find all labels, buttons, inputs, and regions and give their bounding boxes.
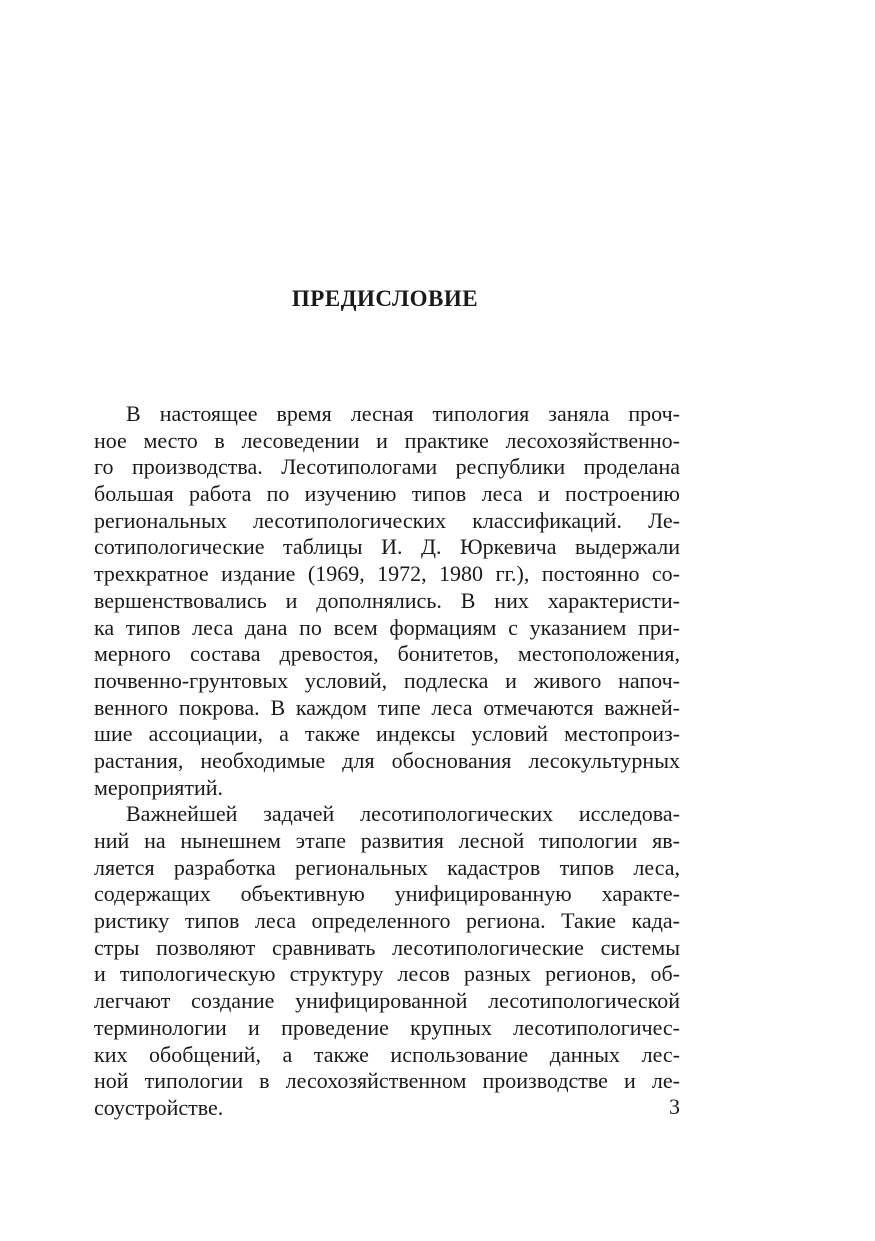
paragraph-2 <box>94 801 680 1121</box>
text-line: ний на нынешнем этапе развития лесной типологии яв- <box>94 828 680 853</box>
text-line: соустройстве. <box>94 1094 224 1120</box>
text-line: В настоящее время лесная типология заняла проч- <box>126 401 680 426</box>
text-line: легчают создание унифицированной лесотипологической <box>94 988 680 1014</box>
body-text <box>94 401 680 1122</box>
text-line: растания, необходимые для обоснования лесокультурных <box>94 747 680 773</box>
text-line: большая работа по изучению типов леса и построению <box>94 481 680 507</box>
paragraph-1 <box>94 401 680 801</box>
text-line: почвенно-грунтовых условий, подлеска и живого напоч- <box>94 667 680 693</box>
text-line: мерного состава древостоя, бонитетов, местоположения, <box>94 641 680 667</box>
page-number: 3 <box>669 1094 680 1119</box>
text-line: ристику типов леса определенного региона. Такие када- <box>94 908 680 934</box>
text-line: региональных лесотипологических классификаций. Ле- <box>94 507 680 533</box>
text-line: стры позволяют сравнивать лесотипологические системы <box>94 934 680 960</box>
text-line: ляется разработка региональных кадастров типов леса, <box>94 854 680 880</box>
text-line: шие ассоциации, а также индексы условий местопроиз- <box>94 721 680 747</box>
text-line: терминологии и проведение крупных лесотипологичес- <box>94 1014 680 1040</box>
text-line: сотипологические таблицы И. Д. Юркевича выдержали <box>94 534 680 560</box>
text-line: го производства. Лесотипологами республики проделана <box>94 454 680 480</box>
text-line: и типологическую структуру лесов разных регионов, об- <box>94 961 680 987</box>
text-line: ной типологии в лесохозяйственном производстве и ле- <box>94 1068 680 1094</box>
text-line: мероприятий. <box>94 774 224 800</box>
text-line: Важнейшей задачей лесотипологических исследова- <box>126 801 680 827</box>
text-line: ких обобщений, а также использование данных лес- <box>94 1041 680 1067</box>
text-line: венного покрова. В каждом типе леса отмечаются важней- <box>94 694 680 720</box>
page-title: ПРЕДИСЛОВИЕ <box>291 286 479 311</box>
text-line: содержащих объективную унифицированную характе- <box>94 881 680 907</box>
text-line: вершенствовались и дополнялись. В них характеристи- <box>94 587 680 613</box>
text-line: трехкратное издание (1969, 1972, 1980 гг.), постоянно со- <box>94 561 680 587</box>
text-line: ное место в лесоведении и практике лесохозяйственно- <box>94 427 680 453</box>
text-line: ка типов леса дана по всем формациям с указанием при- <box>94 614 680 640</box>
